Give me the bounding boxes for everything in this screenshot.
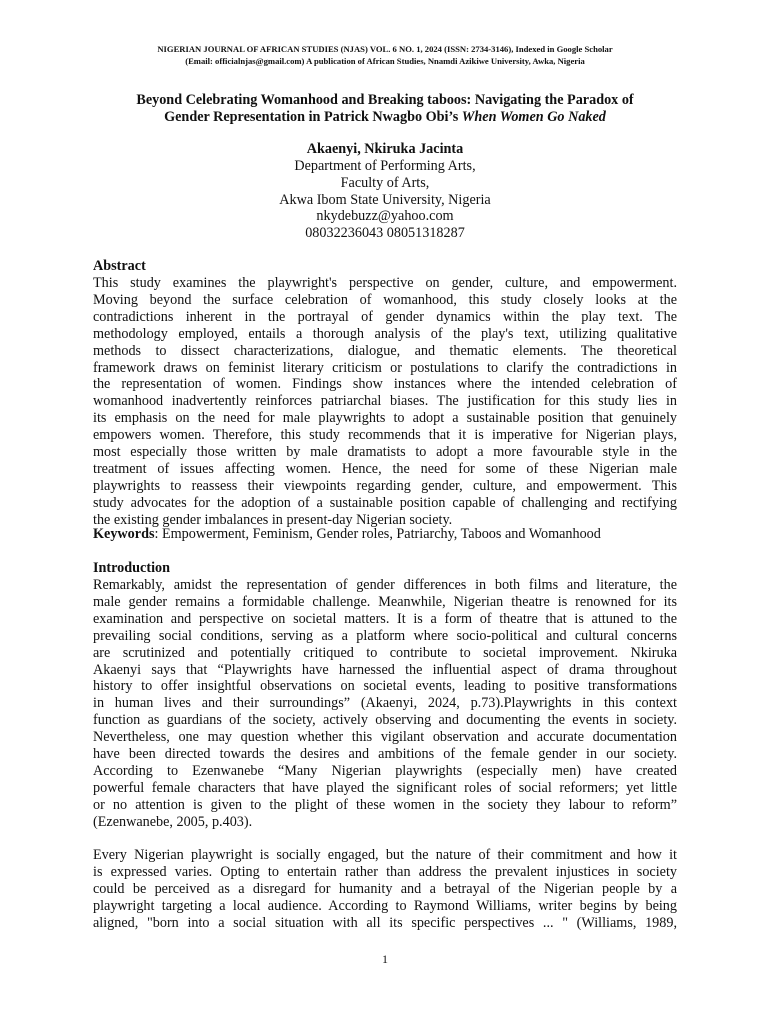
- page-number: 1: [382, 952, 388, 966]
- text-line: could be perceived as a disregard for humanity and a betrayal of the Nigerian people by a: [93, 880, 677, 897]
- introduction-paragraph-2: [93, 847, 677, 932]
- keywords-label: Keywords: [93, 526, 155, 542]
- author-university: Akwa Ibom State University, Nigeria: [279, 192, 491, 208]
- text-line: or no attention is given to the plight of these women in the society they labour to reform”: [93, 796, 677, 813]
- text-line: the existing gender imbalances in present-day Nigerian society.: [93, 511, 453, 528]
- author-email: nkydebuzz@yahoo.com: [316, 208, 454, 224]
- text-line: male gender remains a formidable challenge. Meanwhile, Nigerian theatre is renowned for its: [93, 593, 677, 610]
- text-line: examination and perspective on societal matters. It is a form of theatre that is attuned to the: [93, 610, 677, 627]
- title-line-2: [70, 109, 700, 126]
- text-line: methods to dissect characterizations, dialogue, and thematic elements. The theoretical: [93, 342, 677, 359]
- text-line: Nevertheless, one may question whether this vigilant observation and accurate documentation: [93, 729, 677, 746]
- author-phones: 08032236043 08051318287: [305, 225, 465, 241]
- text-line: Every Nigerian playwright is socially engaged, but the nature of their commitment and how it: [93, 847, 677, 863]
- text-line: the representation of women. Findings show instances where the intended celebration of: [93, 376, 677, 393]
- text-line: Moving beyond the surface celebration of womanhood, this study closely looks at the: [93, 291, 677, 308]
- text-line: function as guardians of the society, actively observing and documenting the events in society.: [93, 712, 677, 729]
- introduction-heading: Introduction: [93, 560, 170, 576]
- text-line: most especially those written by male dramatists to adopt a more favourable style in the: [93, 444, 677, 461]
- keywords-text: : Empowerment, Feminism, Gender roles, Patriarchy, Taboos and Womanhood: [154, 526, 601, 542]
- text-line: contradictions inherent in the portrayal of gender dynamics within the play text. The: [93, 308, 677, 325]
- text-line: Remarkably, amidst the representation of gender differences in both films and literature, the: [93, 577, 677, 593]
- article-title: [70, 92, 700, 126]
- journal-header-line-1: NIGERIAN JOURNAL OF AFRICAN STUDIES (NJAS) VOL. 6 NO. 1, 2024 (ISSN: 2734-3146), Indexed in Google Scholar: [157, 44, 613, 54]
- abstract-heading: Abstract: [93, 258, 146, 274]
- text-line: its emphasis on the need for male playwrights to adopt a sustainable position that genuinely: [93, 410, 677, 427]
- author-name: Akaenyi, Nkiruka Jacinta: [306, 141, 464, 157]
- text-line: According to Ezenwanebe “Many Nigerian playwrights (especially men) have created: [93, 762, 677, 779]
- keywords-line: [93, 526, 601, 543]
- text-line: treatment of issues affecting women. Hence, the need for some of these Nigerian male: [93, 460, 677, 477]
- text-line: have been directed towards the desires and ambitions of the female gender in our society.: [93, 746, 677, 763]
- text-line: methodology employed, entails a thorough analysis of the play's text, utilizing qualitative: [93, 325, 677, 342]
- title-line-2-text: Gender Representation in Patrick Nwagbo Obi’s: [164, 109, 462, 125]
- text-line: in human lives and their surroundings” (Akaenyi, 2024, p.73).Playwrights in this context: [93, 695, 677, 712]
- play-title: When Women Go Naked: [461, 109, 606, 125]
- title-line-1: Beyond Celebrating Womanhood and Breaking taboos: Navigating the Paradox of: [136, 92, 634, 108]
- text-line: aligned, "born into a social situation with all its specific perspectives ... " (Williams, 1989,: [93, 914, 677, 931]
- text-line: womanhood inadvertently reinforces patriarchal biases. The justification for this study lies in: [93, 393, 677, 410]
- text-line: playwright targeting a local audience. According to Raymond Williams, writer begins by being: [93, 897, 677, 914]
- text-line: is expressed varies. Opting to entertain rather than address the prevalent injustices in society: [93, 863, 677, 880]
- author-department: Department of Performing Arts,: [294, 158, 476, 174]
- text-line: powerful female characters that have played the significant roles of social reformers; yet little: [93, 779, 677, 796]
- text-line: Akaenyi says that “Playwrights have harnessed the influential aspect of drama throughout: [93, 661, 677, 678]
- introduction-paragraph-1: [93, 577, 677, 831]
- author-faculty: Faculty of Arts,: [340, 175, 430, 191]
- journal-header-line-2: (Email: officialnjas@gmail.com) A publication of African Studies, Nnamdi Azikiwe University, Awka, Nigeria: [185, 56, 585, 66]
- text-line: (Ezenwanebe, 2005, p.403).: [93, 813, 253, 830]
- text-line: playwrights to reassess their viewpoints regarding gender, culture, and empowerment. This: [93, 477, 677, 494]
- abstract-body: [93, 275, 677, 529]
- text-line: empowers women. Therefore, this study recommends that it is imperative for Nigerian plays,: [93, 427, 677, 444]
- text-line: framework draws on feminist literary criticism or postulations to clarify the contradictions in: [93, 359, 677, 376]
- text-line: prevailing social conditions, serving as a platform where socio-political and cultural concerns: [93, 627, 677, 644]
- text-line: study advocates for the adoption of a sustainable position capable of challenging and rectifying: [93, 494, 677, 511]
- text-line: This study examines the playwright's perspective on gender, culture, and empowerment.: [93, 275, 677, 291]
- text-line: history to offer insightful observations on societal events, leading to positive transformations: [93, 678, 677, 695]
- text-line: are scrutinized and potentially critiqued to contribute to societal improvement. Nkiruka: [93, 644, 677, 661]
